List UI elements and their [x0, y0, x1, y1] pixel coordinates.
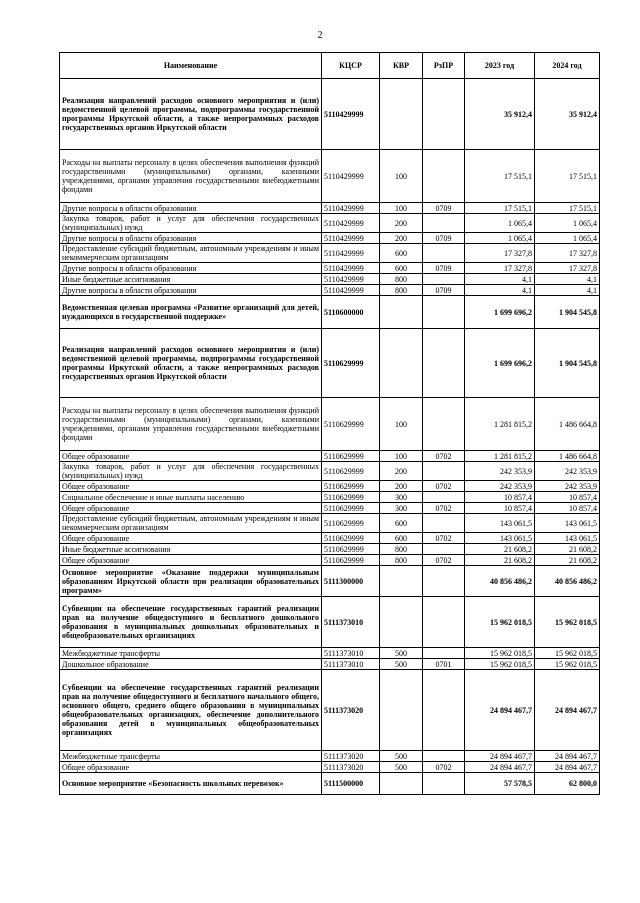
cell-name: Реализация направлений расходов основного мероприятия и (или) ведомственной целевой программы, подпрограммы государственной программы Иркутской области, а также непрограммных расходов государственных органов Иркутской области	[60, 329, 322, 398]
table-header-row	[60, 53, 600, 79]
cell-2024: 15 962 018,5	[535, 597, 600, 648]
table-row	[60, 659, 600, 670]
cell-rzpr: 0702	[423, 533, 465, 544]
cell-name: Другие вопросы в области образования	[60, 285, 322, 296]
cell-kvr: 200	[380, 481, 423, 492]
cell-kvr: 800	[380, 274, 423, 285]
cell-2023: 1 699 696,2	[465, 296, 535, 329]
cell-kcsr: 5110429999	[322, 214, 380, 233]
cell-2024: 1 904 545,8	[535, 296, 600, 329]
table-row	[60, 503, 600, 514]
table-row	[60, 203, 600, 214]
cell-2024: 17 327,8	[535, 263, 600, 274]
table-row	[60, 263, 600, 274]
table-row	[60, 244, 600, 263]
cell-rzpr: 0702	[423, 555, 465, 566]
cell-2023: 1 065,4	[465, 214, 535, 233]
cell-kvr: 300	[380, 492, 423, 503]
cell-kvr: 200	[380, 462, 423, 481]
cell-2024: 24 894 467,7	[535, 762, 600, 773]
cell-rzpr	[423, 79, 465, 150]
table-row	[60, 514, 600, 533]
cell-rzpr: 0709	[423, 203, 465, 214]
cell-2024: 24 894 467,7	[535, 751, 600, 762]
cell-name: Иные бюджетные ассигнования	[60, 274, 322, 285]
cell-rzpr	[423, 244, 465, 263]
cell-2024: 1 065,4	[535, 233, 600, 244]
table-row	[60, 285, 600, 296]
cell-kcsr: 5111300000	[322, 566, 380, 597]
table-row	[60, 481, 600, 492]
cell-2023: 24 894 467,7	[465, 751, 535, 762]
cell-name: Другие вопросы в области образования	[60, 233, 322, 244]
cell-rzpr: 0702	[423, 481, 465, 492]
cell-2023: 1 281 815,2	[465, 451, 535, 462]
cell-2024: 10 857,4	[535, 492, 600, 503]
cell-rzpr	[423, 462, 465, 481]
cell-name: Расходы на выплаты персоналу в целях обеспечения выполнения функций государственными (муниципальными) органами, казенными учреждениями, органами управления государственными внебюджетными фондами	[60, 150, 322, 203]
cell-2024: 4,1	[535, 285, 600, 296]
cell-kvr	[380, 79, 423, 150]
cell-rzpr	[423, 670, 465, 751]
table-row	[60, 492, 600, 503]
table-row	[60, 533, 600, 544]
header-name: Наименование	[60, 53, 322, 79]
cell-name: Общее образование	[60, 503, 322, 514]
cell-2024: 1 486 664,8	[535, 398, 600, 451]
cell-kcsr: 5110629999	[322, 503, 380, 514]
cell-kcsr: 5110429999	[322, 150, 380, 203]
cell-kcsr: 5110429999	[322, 274, 380, 285]
cell-kvr: 600	[380, 533, 423, 544]
table-row	[60, 762, 600, 773]
cell-name: Общее образование	[60, 762, 322, 773]
table-row	[60, 566, 600, 597]
cell-kcsr: 5110429999	[322, 285, 380, 296]
cell-name: Предоставление субсидий бюджетным, автономным учреждениям и иным некоммерческим организациям	[60, 244, 322, 263]
table-row	[60, 555, 600, 566]
cell-kcsr: 5110629999	[322, 451, 380, 462]
table-row	[60, 150, 600, 203]
table-row	[60, 462, 600, 481]
cell-rzpr	[423, 492, 465, 503]
cell-rzpr: 0702	[423, 451, 465, 462]
cell-kvr: 600	[380, 263, 423, 274]
cell-name: Предоставление субсидий бюджетным, автономным учреждениям и иным некоммерческим организациям	[60, 514, 322, 533]
table-row	[60, 329, 600, 398]
cell-2023: 17 515,1	[465, 203, 535, 214]
cell-2023: 40 856 486,2	[465, 566, 535, 597]
cell-kcsr: 5110629999	[322, 544, 380, 555]
cell-2023: 57 578,5	[465, 773, 535, 795]
cell-rzpr	[423, 398, 465, 451]
table-row	[60, 544, 600, 555]
cell-2023: 17 515,1	[465, 150, 535, 203]
cell-name: Общее образование	[60, 451, 322, 462]
cell-2023: 242 353,9	[465, 481, 535, 492]
cell-kvr: 100	[380, 203, 423, 214]
cell-2024: 143 061,5	[535, 533, 600, 544]
cell-kvr	[380, 566, 423, 597]
header-rzpr: РзПР	[423, 53, 465, 79]
cell-rzpr	[423, 514, 465, 533]
cell-kvr: 800	[380, 544, 423, 555]
cell-kcsr: 5110429999	[322, 203, 380, 214]
cell-2023: 21 608,2	[465, 555, 535, 566]
cell-name: Межбюджетные трансферты	[60, 751, 322, 762]
cell-rzpr	[423, 296, 465, 329]
cell-kcsr: 5111373020	[322, 751, 380, 762]
page-number: 2	[317, 30, 323, 41]
cell-kvr: 500	[380, 751, 423, 762]
header-kvr: КВР	[380, 53, 423, 79]
cell-kvr: 100	[380, 150, 423, 203]
table-row	[60, 274, 600, 285]
cell-kvr: 600	[380, 514, 423, 533]
cell-rzpr	[423, 597, 465, 648]
cell-2024: 17 515,1	[535, 150, 600, 203]
cell-2024: 62 800,0	[535, 773, 600, 795]
cell-name: Другие вопросы в области образования	[60, 203, 322, 214]
table-row	[60, 648, 600, 659]
cell-2023: 21 608,2	[465, 544, 535, 555]
cell-kcsr: 5110629999	[322, 329, 380, 398]
cell-kvr: 600	[380, 244, 423, 263]
cell-2024: 242 353,9	[535, 481, 600, 492]
cell-kvr: 800	[380, 555, 423, 566]
cell-rzpr: 0709	[423, 263, 465, 274]
cell-rzpr	[423, 214, 465, 233]
cell-2023: 24 894 467,7	[465, 670, 535, 751]
cell-name: Другие вопросы в области образования	[60, 263, 322, 274]
cell-name: Общее образование	[60, 555, 322, 566]
cell-rzpr	[423, 566, 465, 597]
cell-name: Основное мероприятие «Оказание поддержки муниципальным образованиям Иркутской области при реализации образовательных программ»	[60, 566, 322, 597]
cell-2024: 17 327,8	[535, 244, 600, 263]
cell-kcsr: 5110629999	[322, 533, 380, 544]
cell-kvr: 500	[380, 659, 423, 670]
cell-rzpr	[423, 274, 465, 285]
cell-2024: 40 856 486,2	[535, 566, 600, 597]
cell-kvr: 100	[380, 451, 423, 462]
cell-2024: 21 608,2	[535, 544, 600, 555]
cell-kcsr: 5110629999	[322, 492, 380, 503]
cell-2023: 17 327,8	[465, 263, 535, 274]
cell-kcsr: 5110629999	[322, 462, 380, 481]
cell-kcsr: 5110629999	[322, 398, 380, 451]
cell-rzpr: 0709	[423, 285, 465, 296]
cell-name: Общее образование	[60, 533, 322, 544]
cell-rzpr	[423, 751, 465, 762]
cell-2023: 4,1	[465, 285, 535, 296]
cell-2024: 15 962 018,5	[535, 648, 600, 659]
cell-kvr	[380, 773, 423, 795]
cell-kvr: 800	[380, 285, 423, 296]
table-row	[60, 670, 600, 751]
cell-2023: 15 962 018,5	[465, 597, 535, 648]
cell-kvr	[380, 296, 423, 329]
table-row	[60, 751, 600, 762]
cell-2023: 10 857,4	[465, 503, 535, 514]
cell-rzpr: 0701	[423, 659, 465, 670]
cell-name: Расходы на выплаты персоналу в целях обеспечения выполнения функций государственными (муниципальными) органами, казенными учреждениями, органами управления государственными внебюджетными фондами	[60, 398, 322, 451]
cell-rzpr	[423, 544, 465, 555]
cell-2024: 4,1	[535, 274, 600, 285]
cell-name: Субвенции на обеспечение государственных гарантий реализации прав на получение общедоступного и бесплатного дошкольного образования в муниципальных дошкольных образовательных и общеобразовательных организациях	[60, 597, 322, 648]
cell-2024: 24 894 467,7	[535, 670, 600, 751]
cell-2023: 17 327,8	[465, 244, 535, 263]
cell-kcsr: 5111373020	[322, 762, 380, 773]
cell-name: Реализация направлений расходов основного мероприятия и (или) ведомственной целевой программы, подпрограммы государственной программы Иркутской области, а также непрограммных расходов государственных органов Иркутской области	[60, 79, 322, 150]
table-row	[60, 451, 600, 462]
cell-kcsr: 5110429999	[322, 79, 380, 150]
cell-2024: 17 515,1	[535, 203, 600, 214]
cell-kvr: 500	[380, 648, 423, 659]
cell-name: Общее образование	[60, 481, 322, 492]
cell-name: Ведомственная целевая программа «Развитие организаций для детей, нуждающихся в государственной поддержке»	[60, 296, 322, 329]
cell-name: Основное мероприятие «Безопасность школьных перевозок»	[60, 773, 322, 795]
cell-2023: 242 353,9	[465, 462, 535, 481]
cell-name: Социальное обеспечение и иные выплаты населению	[60, 492, 322, 503]
cell-kvr: 500	[380, 762, 423, 773]
cell-name: Субвенции на обеспечение государственных гарантий реализации прав на получение общедоступного и бесплатного начального общего, основного общего, среднего общего образования в муниципальных общеобразовательных организациях, обеспечение дополнительного образования детей в муниципальных общеобразовательных организациях	[60, 670, 322, 751]
table-row	[60, 773, 600, 795]
cell-rzpr	[423, 329, 465, 398]
cell-rzpr	[423, 150, 465, 203]
cell-kvr	[380, 329, 423, 398]
cell-name: Дошкольное образование	[60, 659, 322, 670]
cell-kcsr: 5110429999	[322, 244, 380, 263]
cell-2023: 1 065,4	[465, 233, 535, 244]
cell-kcsr: 5111373010	[322, 648, 380, 659]
cell-name: Межбюджетные трансферты	[60, 648, 322, 659]
budget-table	[59, 52, 600, 795]
cell-kvr: 200	[380, 233, 423, 244]
header-2024: 2024 год	[535, 53, 600, 79]
cell-rzpr	[423, 648, 465, 659]
table-row	[60, 597, 600, 648]
cell-2024: 10 857,4	[535, 503, 600, 514]
cell-2023: 4,1	[465, 274, 535, 285]
cell-name: Закупка товаров, работ и услуг для обеспечения государственных (муниципальных) нужд	[60, 462, 322, 481]
cell-kvr: 200	[380, 214, 423, 233]
cell-kcsr: 5111373010	[322, 597, 380, 648]
cell-kcsr: 5110629999	[322, 514, 380, 533]
cell-2023: 35 912,4	[465, 79, 535, 150]
cell-2023: 1 699 696,2	[465, 329, 535, 398]
cell-2023: 1 281 815,2	[465, 398, 535, 451]
cell-kcsr: 5110429999	[322, 263, 380, 274]
cell-2023: 24 894 467,7	[465, 762, 535, 773]
cell-kvr	[380, 670, 423, 751]
cell-kcsr: 5111373020	[322, 670, 380, 751]
cell-2024: 143 061,5	[535, 514, 600, 533]
cell-2023: 143 061,5	[465, 514, 535, 533]
cell-kvr: 100	[380, 398, 423, 451]
table-row	[60, 214, 600, 233]
cell-2024: 242 353,9	[535, 462, 600, 481]
cell-2024: 35 912,4	[535, 79, 600, 150]
table-row	[60, 398, 600, 451]
cell-kvr	[380, 597, 423, 648]
cell-2023: 15 962 018,5	[465, 659, 535, 670]
cell-kvr: 300	[380, 503, 423, 514]
header-2023: 2023 год	[465, 53, 535, 79]
header-kcsr: КЦСР	[322, 53, 380, 79]
cell-name: Иные бюджетные ассигнования	[60, 544, 322, 555]
cell-kcsr: 5110600000	[322, 296, 380, 329]
table-row	[60, 296, 600, 329]
table-row	[60, 233, 600, 244]
cell-kcsr: 5110629999	[322, 555, 380, 566]
cell-2024: 1 486 664,8	[535, 451, 600, 462]
cell-rzpr: 0702	[423, 762, 465, 773]
cell-name: Закупка товаров, работ и услуг для обеспечения государственных (муниципальных) нужд	[60, 214, 322, 233]
cell-kcsr: 5110629999	[322, 481, 380, 492]
cell-kcsr: 5110429999	[322, 233, 380, 244]
table-row	[60, 79, 600, 150]
cell-kcsr: 5111373010	[322, 659, 380, 670]
cell-2023: 15 962 018,5	[465, 648, 535, 659]
cell-kcsr: 5111500000	[322, 773, 380, 795]
cell-2024: 15 962 018,5	[535, 659, 600, 670]
cell-rzpr: 0702	[423, 503, 465, 514]
cell-2024: 21 608,2	[535, 555, 600, 566]
cell-2023: 143 061,5	[465, 533, 535, 544]
cell-2023: 10 857,4	[465, 492, 535, 503]
cell-2024: 1 904 545,8	[535, 329, 600, 398]
cell-rzpr: 0709	[423, 233, 465, 244]
cell-rzpr	[423, 773, 465, 795]
cell-2024: 1 065,4	[535, 214, 600, 233]
